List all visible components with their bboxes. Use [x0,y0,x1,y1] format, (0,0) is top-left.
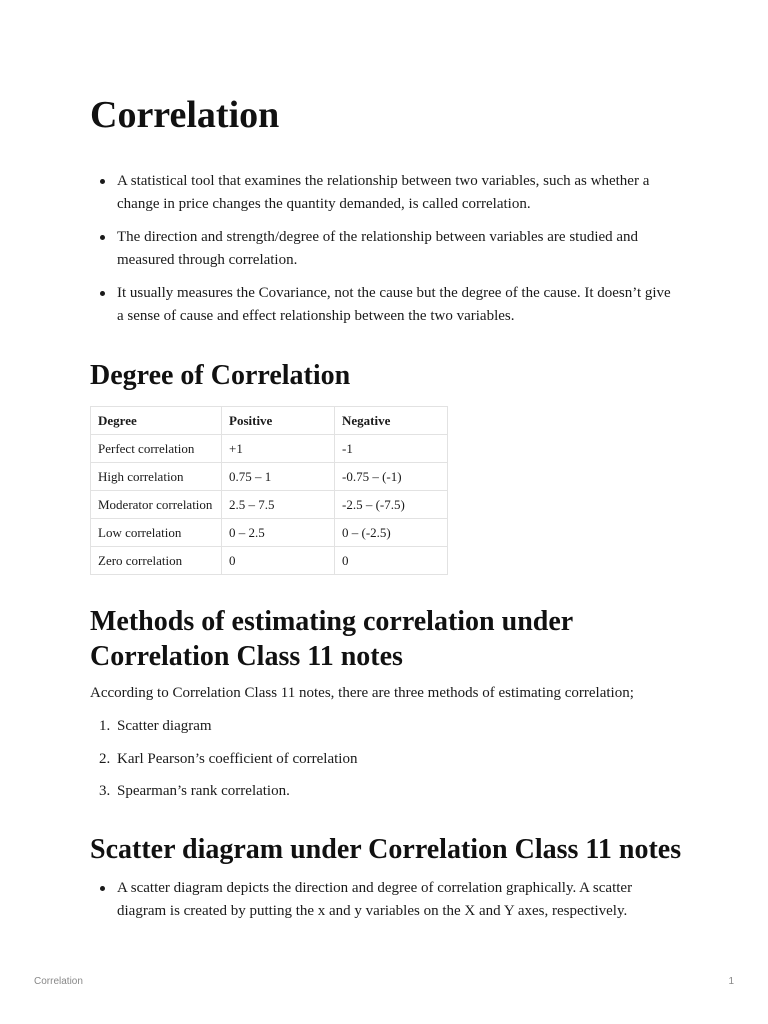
list-number: 1. [99,718,111,734]
list-item-text: Spearman’s rank correlation. [117,783,290,799]
degree-section [90,358,680,393]
table-cell: 0 – (-2.5) [335,519,448,547]
section-heading: Degree of Correlation [90,360,351,391]
list-number: 2. [99,750,111,767]
scatter-section [90,832,690,867]
list-item: It usually measures the Covariance, not the cause but the degree of the cause. It doesn’t give a sense of cause and effect relationship between the two variables. [90,282,680,328]
table-cell: -2.5 – (-7.5) [335,491,448,519]
column-header: Negative [335,407,448,435]
column-header: Degree [91,407,222,435]
table-cell: 0.75 – 1 [222,463,335,491]
table-cell: 0 – 2.5 [222,519,335,547]
footer-document-name: Correlation [34,976,83,987]
list-item: A scatter diagram depicts the direction and degree of correlation graphically. A scatter diagram is created by putting the x and y variables on the X and Y axes, respectively. [90,877,680,923]
list-item-text: Scatter diagram [117,718,212,734]
scatter-bullet-list [90,877,680,923]
list-item [90,780,680,802]
table-row [91,463,448,491]
table-cell: 0 [222,547,335,575]
table-cell: High correlation [91,463,222,491]
table-cell: Low correlation [91,519,222,547]
list-number: 3. [99,783,111,799]
list-item [90,715,680,737]
scatter-bullets-wrapper [90,877,680,933]
methods-intro-paragraph: According to Correlation Class 11 notes, there are three methods of estimating correlation; [90,685,634,701]
table-cell: -1 [335,435,448,463]
table-row [91,491,448,519]
column-header: Positive [222,407,335,435]
table-header-row [91,407,448,435]
table-cell: 2.5 – 7.5 [222,491,335,519]
footer-page-number: 1 [728,976,734,987]
section-heading: Methods of estimating correlation under Correlation Class 11 notes [90,606,573,672]
table-cell: +1 [222,435,335,463]
list-item-text: Karl Pearson’s coefficient of correlation [117,750,358,767]
table-cell: Zero correlation [91,547,222,575]
list-item: The direction and strength/degree of the relationship between variables are studied and measured through correlation. [90,226,680,272]
degree-table [90,406,448,575]
methods-list-wrapper [90,715,680,813]
section-heading: Scatter diagram under Correlation Class 11 notes [90,834,682,865]
page-title: Correlation [90,94,280,136]
intro-section [90,170,680,338]
intro-bullet-list [90,170,680,328]
list-item: A statistical tool that examines the relationship between two variables, such as whether a change in price changes the quantity demanded, is called correlation. [90,170,680,216]
table-row [91,519,448,547]
table-row [91,435,448,463]
methods-section [90,604,680,674]
table-cell: Perfect correlation [91,435,222,463]
table-cell: -0.75 – (-1) [335,463,448,491]
table-row [91,547,448,575]
list-item [90,748,680,770]
methods-numbered-list [90,715,680,802]
table-cell: 0 [335,547,448,575]
table-cell: Moderator correlation [91,491,222,519]
